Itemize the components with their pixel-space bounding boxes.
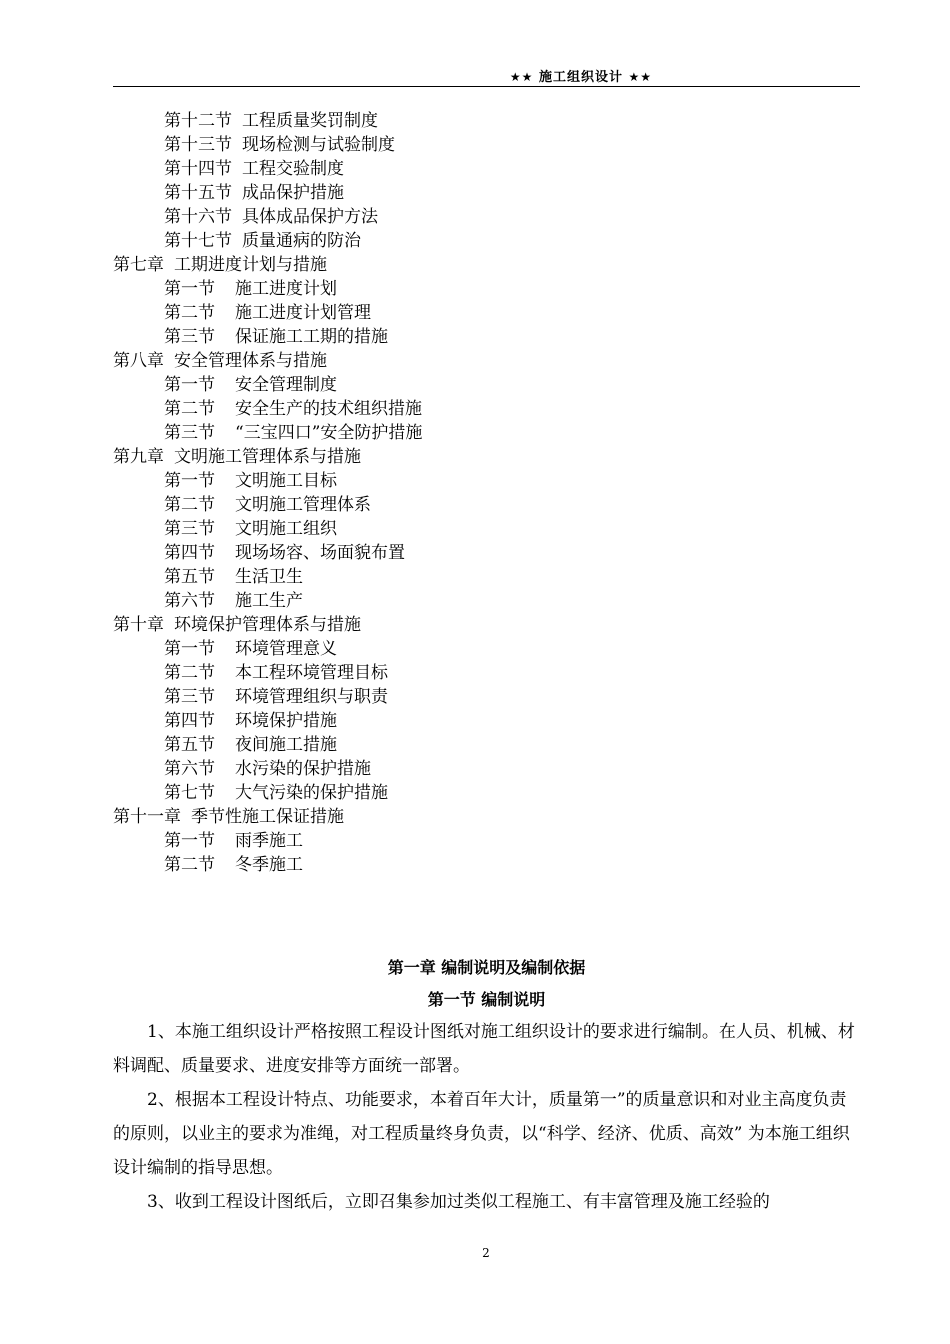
toc-number: 第十四节 (164, 159, 232, 179)
toc-title: 工期进度计划与措施 (174, 255, 327, 275)
paragraph: 3、收到工程设计图纸后，立即召集参加过类似工程施工、有丰富管理及施工经验的 (147, 1192, 770, 1212)
toc-number: 第十六节 (164, 207, 232, 227)
toc-title: 文明施工目标 (235, 471, 337, 491)
toc-chapter-line (113, 805, 873, 829)
toc-number: 第二节 (164, 303, 215, 323)
toc-title: 安全管理制度 (235, 375, 337, 395)
toc-title: 成品保护措施 (242, 183, 344, 203)
toc-section-line (113, 829, 873, 853)
toc-section-line (113, 325, 873, 349)
toc-chapter-line (113, 445, 873, 469)
toc-section-line (113, 229, 873, 253)
table-of-contents (113, 109, 873, 877)
toc-section-line (113, 541, 873, 565)
toc-title: 本工程环境管理目标 (235, 663, 388, 683)
toc-number: 第十三节 (164, 135, 232, 155)
toc-title: 施工进度计划管理 (235, 303, 371, 323)
toc-section-line (113, 109, 873, 133)
toc-title: 环境管理意义 (235, 639, 337, 659)
toc-title: 雨季施工 (235, 831, 303, 851)
toc-section-line (113, 205, 873, 229)
toc-title: 生活卫生 (235, 567, 303, 587)
toc-chapter-line (113, 349, 873, 373)
toc-title: 现场场容、场面貌布置 (235, 543, 405, 563)
toc-section-line (113, 685, 873, 709)
toc-title: 环境保护管理体系与措施 (174, 615, 361, 635)
header-rule (113, 86, 860, 87)
toc-number: 第二节 (164, 663, 215, 683)
toc-number: 第三节 (164, 423, 215, 443)
toc-title: 季节性施工保证措施 (191, 807, 344, 827)
star-icon: ★★ (628, 70, 652, 84)
header-title: 施工组织设计 (538, 70, 623, 85)
toc-number: 第一节 (164, 375, 215, 395)
toc-number: 第十二节 (164, 111, 232, 131)
toc-number: 第七节 (164, 783, 215, 803)
toc-number: 第一节 (164, 279, 215, 299)
toc-section-line (113, 157, 873, 181)
toc-title: 水污染的保护措施 (235, 759, 371, 779)
page-header (510, 66, 652, 85)
toc-title: 环境管理组织与职责 (235, 687, 388, 707)
toc-title: 现场检测与试验制度 (242, 135, 395, 155)
toc-section-line (113, 733, 873, 757)
toc-number: 第七章 (113, 255, 164, 275)
toc-title: 安全管理体系与措施 (174, 351, 327, 371)
toc-section-line (113, 397, 873, 421)
toc-number: 第十一章 (113, 807, 181, 827)
toc-number: 第三节 (164, 519, 215, 539)
toc-number: 第六节 (164, 591, 215, 611)
toc-section-line (113, 277, 873, 301)
toc-number: 第六节 (164, 759, 215, 779)
toc-title: 保证施工工期的措施 (235, 327, 388, 347)
toc-title: 大气污染的保护措施 (235, 783, 388, 803)
toc-number: 第一节 (164, 639, 215, 659)
toc-chapter-line (113, 613, 873, 637)
toc-title: 工程交验制度 (242, 159, 344, 179)
toc-number: 第十五节 (164, 183, 232, 203)
toc-number: 第三节 (164, 327, 215, 347)
toc-section-line (113, 565, 873, 589)
body-text (113, 1015, 860, 1219)
toc-chapter-line (113, 253, 873, 277)
toc-title: 文明施工管理体系 (235, 495, 371, 515)
toc-title: 夜间施工措施 (235, 735, 337, 755)
toc-title: “三宝四口”安全防护措施 (235, 423, 423, 443)
toc-number: 第二节 (164, 495, 215, 515)
star-icon: ★★ (509, 70, 534, 84)
toc-section-line (113, 661, 873, 685)
toc-section-line (113, 493, 873, 517)
toc-number: 第五节 (164, 735, 215, 755)
toc-number: 第四节 (164, 543, 215, 563)
toc-number: 第二节 (164, 855, 215, 875)
toc-title: 工程质量奖罚制度 (242, 111, 378, 131)
toc-number: 第三节 (164, 687, 215, 707)
toc-number: 第四节 (164, 711, 215, 731)
toc-number: 第八章 (113, 351, 164, 371)
toc-title: 环境保护措施 (235, 711, 337, 731)
toc-section-line (113, 469, 873, 493)
toc-number: 第十七节 (164, 231, 232, 251)
toc-section-line (113, 757, 873, 781)
toc-title: 文明施工组织 (235, 519, 337, 539)
page-number: 2 (482, 1246, 490, 1260)
toc-number: 第二节 (164, 399, 215, 419)
toc-section-line (113, 517, 873, 541)
toc-number: 第十章 (113, 615, 164, 635)
chapter-heading: 第一章 编制说明及编制依据 (387, 958, 586, 977)
toc-section-line (113, 301, 873, 325)
toc-section-line (113, 853, 873, 877)
section-heading: 第一节 编制说明 (427, 990, 546, 1009)
toc-title: 质量通病的防治 (242, 231, 361, 251)
paragraph: 2、根据本工程设计特点、功能要求，本着百年大计，质量第一”的质量意识和对业主高度负责的原则，以业主的要求为准绳，对工程质量终身负责，以“科学、经济、优质、高效” 为本施工组织设计编制的指导思想。 (113, 1090, 850, 1178)
toc-title: 安全生产的技术组织措施 (235, 399, 422, 419)
toc-section-line (113, 421, 873, 445)
toc-title: 施工进度计划 (235, 279, 337, 299)
toc-section-line (113, 781, 873, 805)
toc-section-line (113, 373, 873, 397)
toc-number: 第五节 (164, 567, 215, 587)
toc-number: 第九章 (113, 447, 164, 467)
toc-section-line (113, 637, 873, 661)
toc-section-line (113, 133, 873, 157)
toc-title: 文明施工管理体系与措施 (174, 447, 361, 467)
toc-number: 第一节 (164, 831, 215, 851)
toc-title: 冬季施工 (235, 855, 303, 875)
toc-title: 施工生产 (235, 591, 303, 611)
toc-section-line (113, 709, 873, 733)
paragraph: 1、本施工组织设计严格按照工程设计图纸对施工组织设计的要求进行编制。在人员、机械、材料调配、质量要求、进度安排等方面统一部署。 (113, 1022, 855, 1076)
toc-title: 具体成品保护方法 (242, 207, 378, 227)
toc-section-line (113, 181, 873, 205)
toc-number: 第一节 (164, 471, 215, 491)
toc-section-line (113, 589, 873, 613)
